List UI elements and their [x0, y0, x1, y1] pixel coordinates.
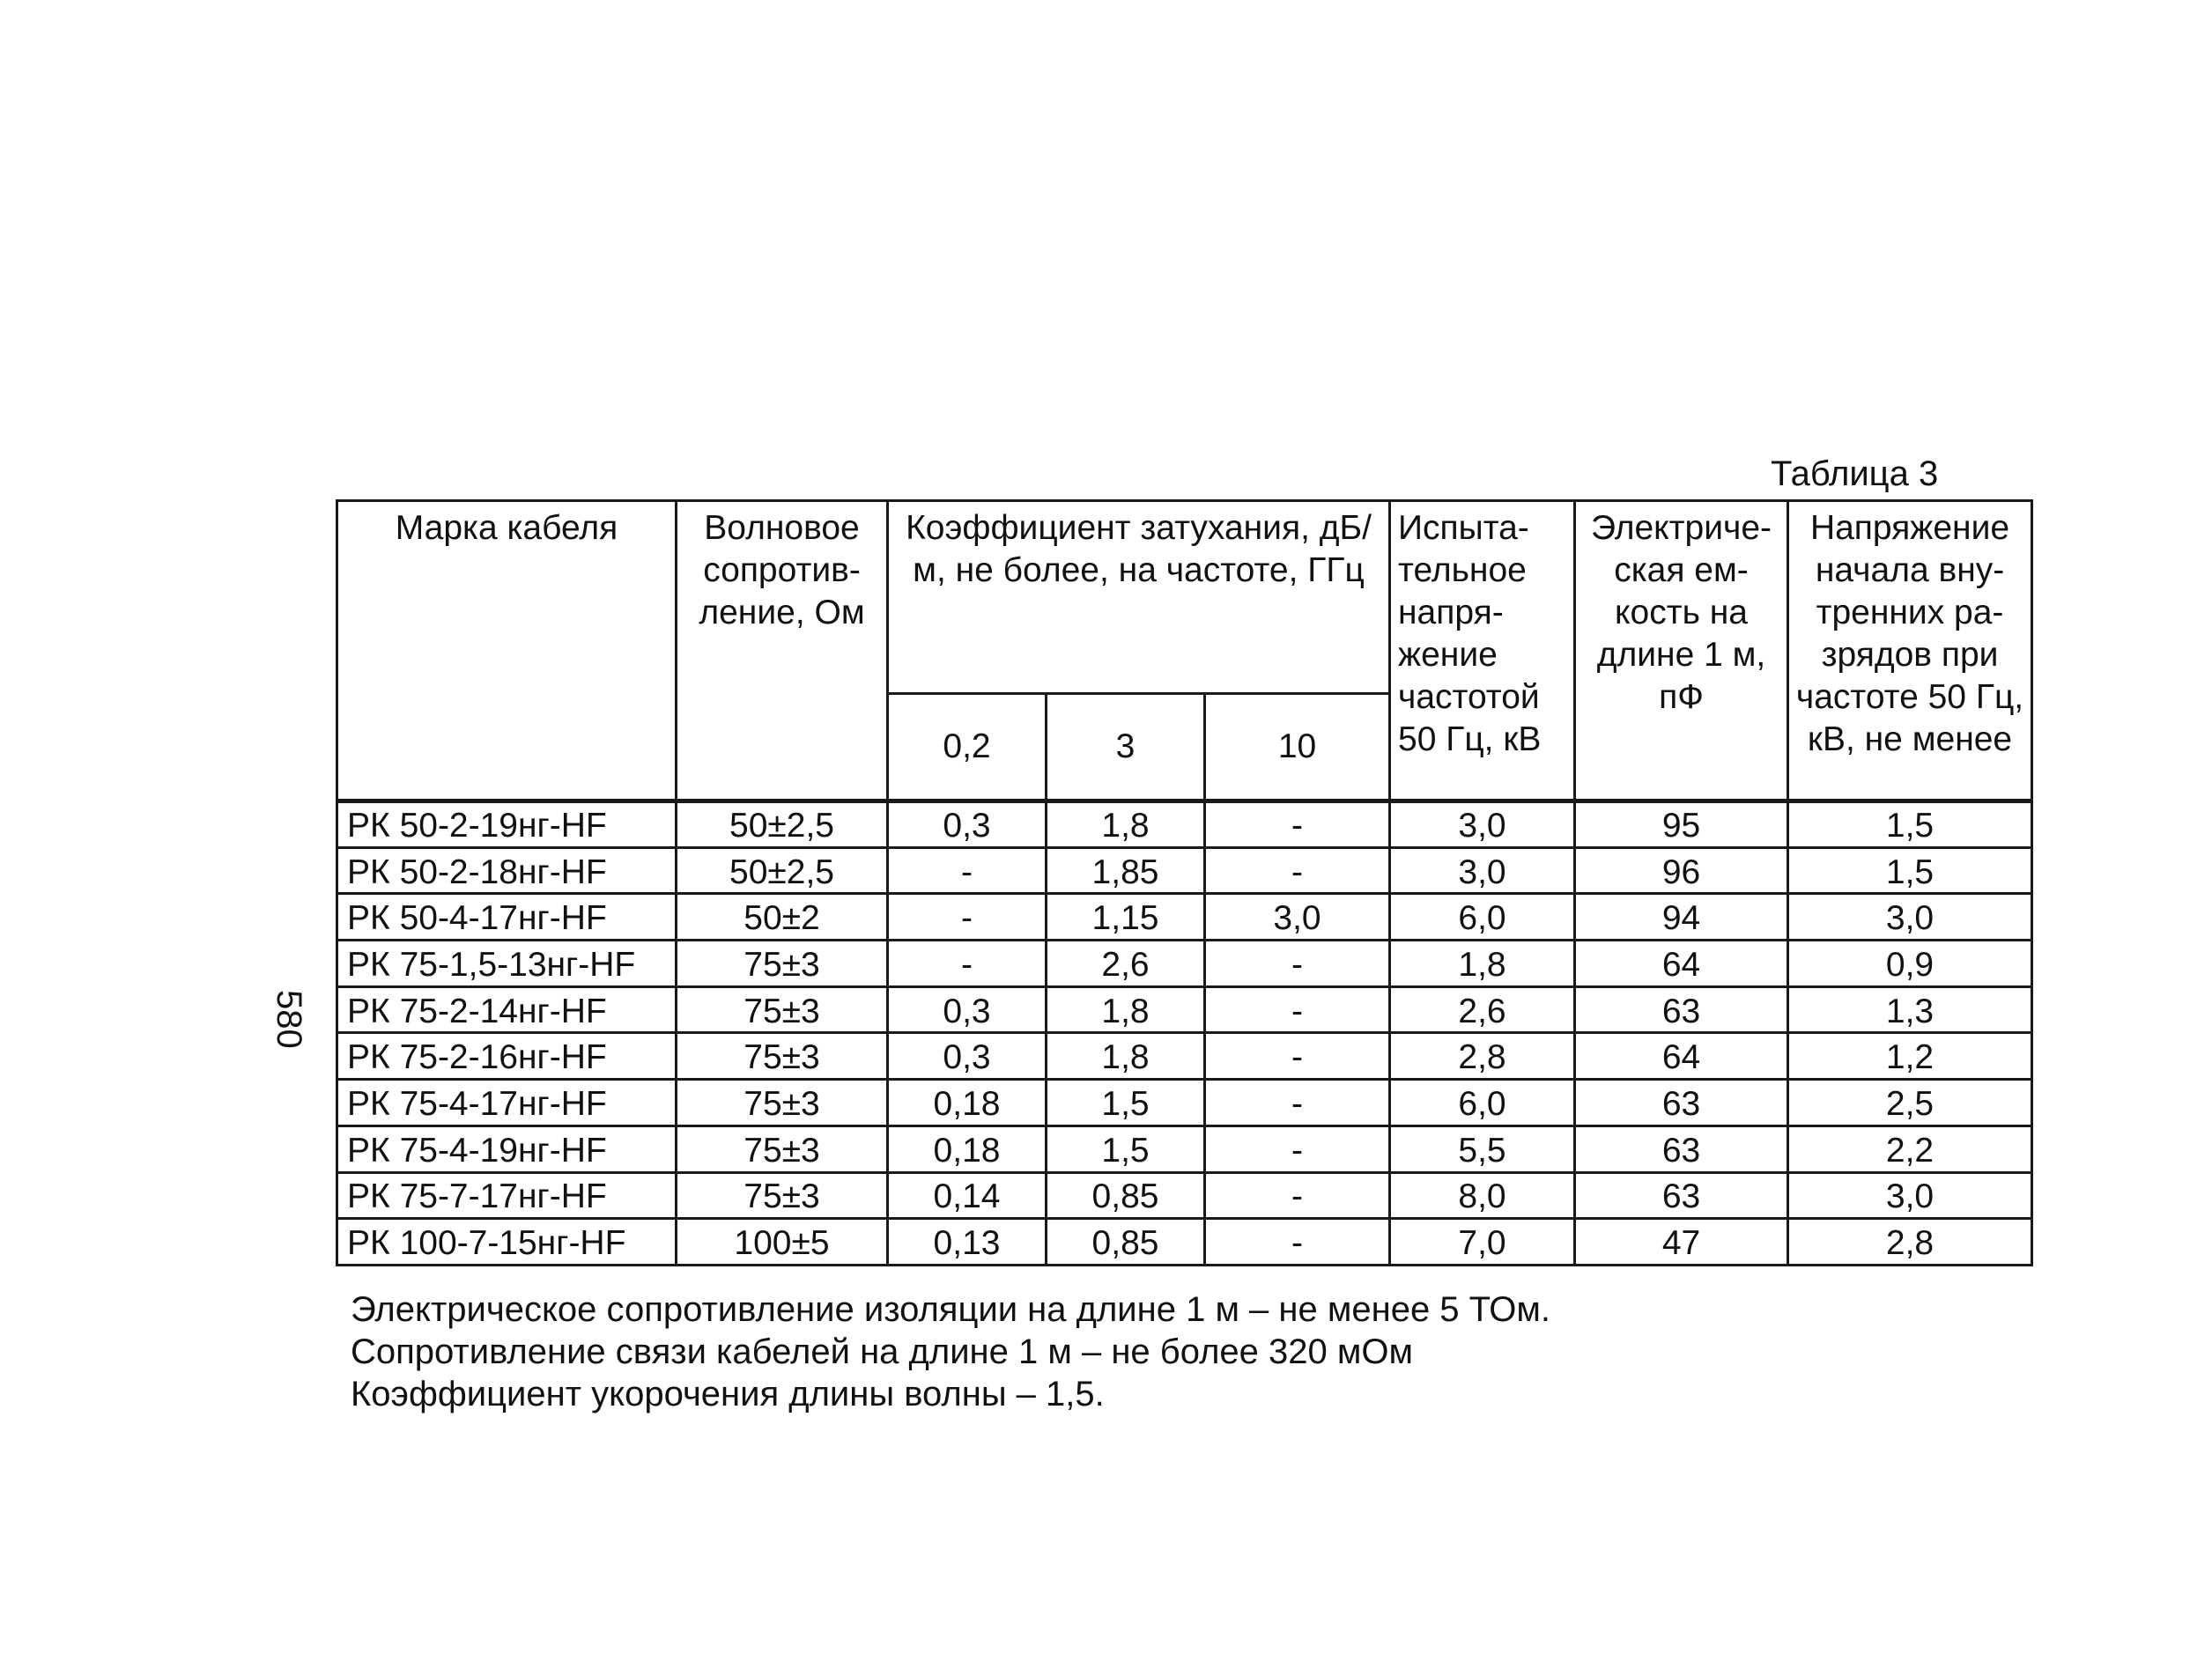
cell-brand: РК 50-2-18нг-HF	[337, 847, 677, 894]
cell-discharge-voltage: 2,5	[1788, 1080, 2032, 1126]
cell-attenuation-3: 1,15	[1047, 894, 1205, 941]
table-row	[337, 986, 2032, 1033]
cell-discharge-voltage: 2,2	[1788, 1126, 2032, 1172]
cell-impedance: 50±2,5	[677, 847, 888, 894]
cell-capacitance: 95	[1575, 801, 1788, 848]
cell-discharge-voltage: 3,0	[1788, 1172, 2032, 1219]
cell-attenuation-3: 1,8	[1047, 986, 1205, 1033]
cell-attenuation-3: 0,85	[1047, 1219, 1205, 1266]
header-freq-3: 3	[1047, 694, 1205, 801]
cell-attenuation-10: -	[1205, 1033, 1390, 1080]
cell-capacitance: 63	[1575, 986, 1788, 1033]
table-row	[337, 1080, 2032, 1126]
cell-attenuation-3: 2,6	[1047, 941, 1205, 987]
cell-discharge-voltage: 1,5	[1788, 801, 2032, 848]
cell-attenuation-0-2: 0,13	[888, 1219, 1047, 1266]
table-row	[337, 1172, 2032, 1219]
cell-attenuation-3: 1,5	[1047, 1126, 1205, 1172]
cell-attenuation-0-2: -	[888, 941, 1047, 987]
header-impedance: Волновое сопротив-ление, Ом	[677, 501, 888, 801]
cell-capacitance: 94	[1575, 894, 1788, 941]
cell-attenuation-10: -	[1205, 1126, 1390, 1172]
cell-attenuation-3: 1,8	[1047, 801, 1205, 848]
cell-test-voltage: 1,8	[1390, 941, 1575, 987]
cell-capacitance: 63	[1575, 1080, 1788, 1126]
cell-impedance: 75±3	[677, 941, 888, 987]
cell-discharge-voltage: 2,8	[1788, 1219, 2032, 1266]
page-number: 580	[270, 990, 308, 1049]
header-test-voltage: Испыта-тельное напря-жение частотой 50 Гц, кВ	[1390, 501, 1575, 801]
cell-test-voltage: 3,0	[1390, 801, 1575, 848]
table-caption: Таблица 3	[1771, 454, 1939, 493]
cell-brand: РК 75-1,5-13нг-HF	[337, 941, 677, 987]
cell-impedance: 75±3	[677, 1172, 888, 1219]
cell-attenuation-10: -	[1205, 1219, 1390, 1266]
cell-brand: РК 75-4-19нг-HF	[337, 1126, 677, 1172]
cell-attenuation-10: -	[1205, 986, 1390, 1033]
table-row	[337, 801, 2032, 848]
cell-capacitance: 64	[1575, 941, 1788, 987]
note-shortening-coefficient: Коэффициент укорочения длины волны – 1,5.	[351, 1375, 1105, 1413]
cell-attenuation-0-2: 0,3	[888, 1033, 1047, 1080]
cell-brand: РК 50-2-19нг-HF	[337, 801, 677, 848]
cell-test-voltage: 2,8	[1390, 1033, 1575, 1080]
cell-capacitance: 63	[1575, 1172, 1788, 1219]
cell-brand: РК 75-7-17нг-HF	[337, 1172, 677, 1219]
cell-discharge-voltage: 3,0	[1788, 894, 2032, 941]
cell-brand: РК 50-4-17нг-HF	[337, 894, 677, 941]
cell-attenuation-10: -	[1205, 801, 1390, 848]
cell-attenuation-0-2: -	[888, 847, 1047, 894]
cell-attenuation-3: 1,85	[1047, 847, 1205, 894]
cell-discharge-voltage: 1,5	[1788, 847, 2032, 894]
cell-impedance: 50±2	[677, 894, 888, 941]
table-row	[337, 1126, 2032, 1172]
cell-test-voltage: 6,0	[1390, 1080, 1575, 1126]
cell-attenuation-0-2: 0,14	[888, 1172, 1047, 1219]
cell-attenuation-3: 1,8	[1047, 1033, 1205, 1080]
cell-impedance: 75±3	[677, 1126, 888, 1172]
cell-attenuation-10: 3,0	[1205, 894, 1390, 941]
cell-test-voltage: 6,0	[1390, 894, 1575, 941]
cell-attenuation-0-2: 0,3	[888, 801, 1047, 848]
note-coupling-resistance: Сопротивление связи кабелей на длине 1 м – не более 320 мОм	[351, 1332, 1413, 1371]
cell-test-voltage: 3,0	[1390, 847, 1575, 894]
cell-capacitance: 47	[1575, 1219, 1788, 1266]
cell-capacitance: 96	[1575, 847, 1788, 894]
table-row	[337, 941, 2032, 987]
header-capacitance: Электриче-ская ем-кость на длине 1 м, пФ	[1575, 501, 1788, 801]
header-discharge-voltage: Напряжение начала вну-тренних ра-зрядов при частоте 50 Гц, кВ, не менее	[1788, 501, 2032, 801]
cell-capacitance: 63	[1575, 1126, 1788, 1172]
header-attenuation: Коэффициент затухания, дБ/м, не более, на частоте, ГГц	[888, 501, 1390, 694]
header-brand: Марка кабеля	[337, 501, 677, 801]
cell-impedance: 50±2,5	[677, 801, 888, 848]
cell-attenuation-3: 0,85	[1047, 1172, 1205, 1219]
cell-impedance: 75±3	[677, 1033, 888, 1080]
cell-attenuation-10: -	[1205, 1172, 1390, 1219]
cell-brand: РК 100-7-15нг-HF	[337, 1219, 677, 1266]
cell-discharge-voltage: 1,3	[1788, 986, 2032, 1033]
cell-capacitance: 64	[1575, 1033, 1788, 1080]
cell-attenuation-10: -	[1205, 847, 1390, 894]
cell-attenuation-0-2: -	[888, 894, 1047, 941]
table-body	[337, 801, 2032, 1266]
notes	[351, 1288, 2024, 1415]
cell-impedance: 75±3	[677, 986, 888, 1033]
table-header	[337, 501, 2032, 801]
header-freq-0-2: 0,2	[888, 694, 1047, 801]
table-row	[337, 1219, 2032, 1266]
table-row	[337, 847, 2032, 894]
cable-parameters-table	[336, 499, 2033, 1266]
cell-attenuation-10: -	[1205, 1080, 1390, 1126]
cell-test-voltage: 7,0	[1390, 1219, 1575, 1266]
cell-test-voltage: 5,5	[1390, 1126, 1575, 1172]
cell-discharge-voltage: 1,2	[1788, 1033, 2032, 1080]
cell-discharge-voltage: 0,9	[1788, 941, 2032, 987]
note-insulation-resistance: Электрическое сопротивление изоляции на длине 1 м – не менее 5 ТОм.	[351, 1290, 1551, 1329]
cell-brand: РК 75-2-16нг-HF	[337, 1033, 677, 1080]
table-row	[337, 894, 2032, 941]
cell-impedance: 75±3	[677, 1080, 888, 1126]
table-row	[337, 1033, 2032, 1080]
cell-test-voltage: 2,6	[1390, 986, 1575, 1033]
cell-test-voltage: 8,0	[1390, 1172, 1575, 1219]
header-freq-10: 10	[1205, 694, 1390, 801]
cell-brand: РК 75-4-17нг-HF	[337, 1080, 677, 1126]
cell-attenuation-0-2: 0,18	[888, 1080, 1047, 1126]
cell-brand: РК 75-2-14нг-HF	[337, 986, 677, 1033]
cell-attenuation-0-2: 0,18	[888, 1126, 1047, 1172]
cell-attenuation-0-2: 0,3	[888, 986, 1047, 1033]
cell-attenuation-10: -	[1205, 941, 1390, 987]
cell-attenuation-3: 1,5	[1047, 1080, 1205, 1126]
cell-impedance: 100±5	[677, 1219, 888, 1266]
